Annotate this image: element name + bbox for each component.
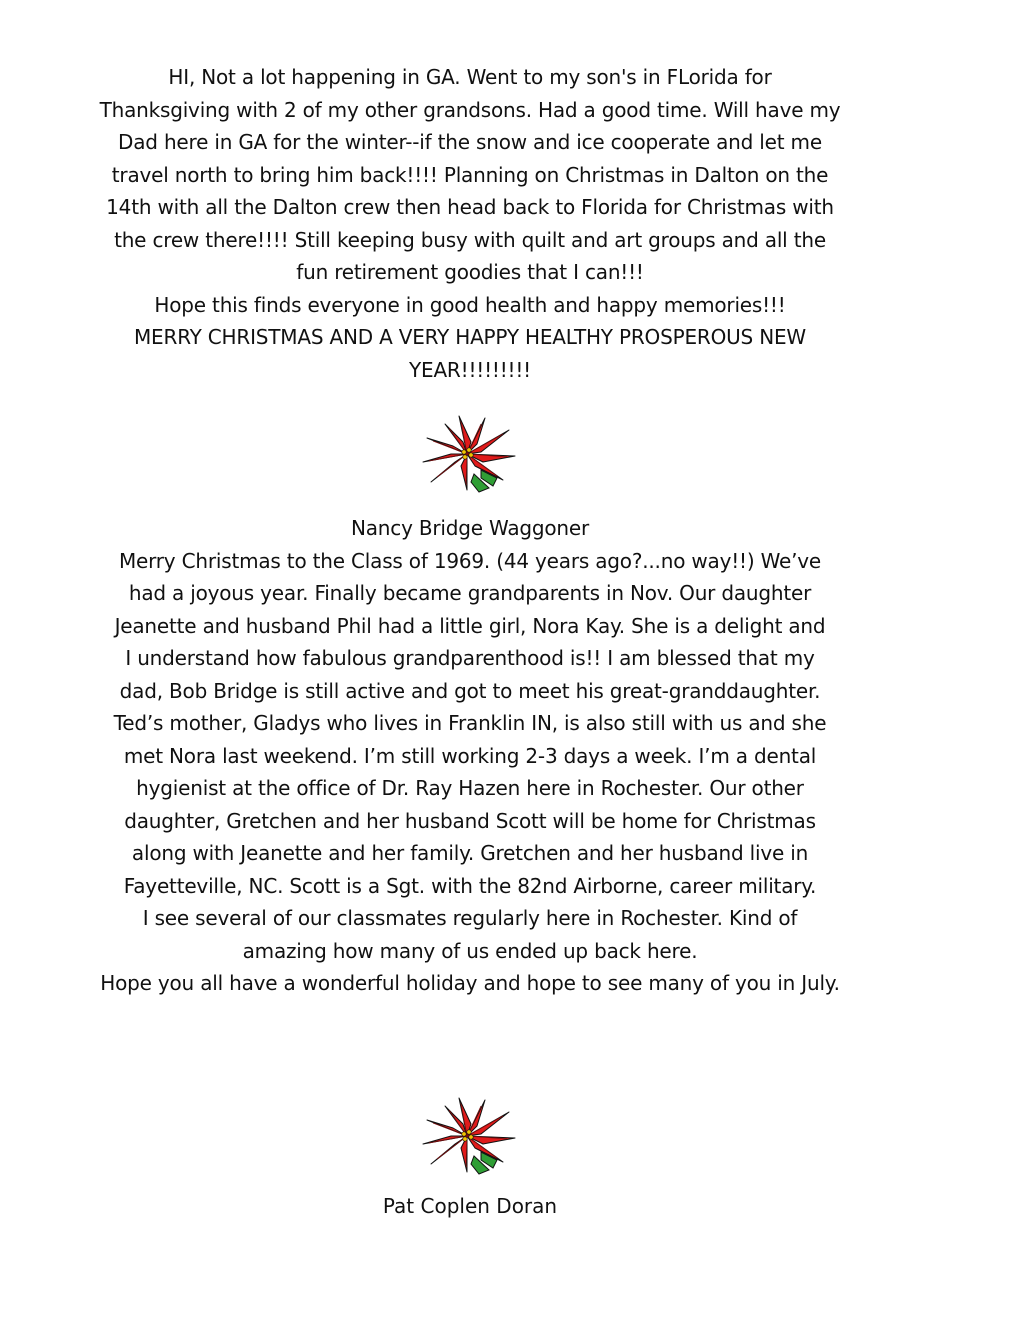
poinsettia-icon: [419, 1094, 519, 1178]
letter-one-line: Hope this finds everyone in good health and happy memories!!!: [154, 292, 786, 317]
letter-two-line: daughter, Gretchen and her husband Scott will be home for Christmas: [124, 808, 816, 833]
letter-one-line: 14th with all the Dalton crew then head back to Florida for Christmas with: [106, 195, 834, 219]
letter-one-line: fun retirement goodies that I can!!!: [296, 260, 644, 284]
letter-two-line: dad, Bob Bridge is still active and got to meet his great-granddaughter.: [119, 678, 821, 703]
letter-two-line: Fayetteville, NC. Scott is a Sgt. with the 82nd Airborne, career military.: [123, 873, 817, 898]
letter-two-line: along with Jeanette and her family. Gretchen and her husband live in: [131, 841, 809, 865]
letter-three-signature: Pat Coplen Doran: [382, 1194, 558, 1218]
letter-one-line: MERRY CHRISTMAS AND A VERY HAPPY HEALTHY PROSPEROUS NEW: [134, 325, 806, 349]
letter-two-line: I understand how fabulous grandparenthood is!! I am blessed that my: [125, 646, 815, 670]
poinsettia-icon: [419, 412, 519, 496]
letter-one-line: Dad here in GA for the winter--if the snow and ice cooperate and let me: [118, 130, 822, 154]
letter-two-line: met Nora last weekend. I’m still working 2-3 days a week. I’m a dental: [123, 743, 817, 768]
letter-two-line: Hope you all have a wonderful holiday and hope to see many of you in July.: [100, 971, 840, 995]
letter-two: [40, 512, 900, 1000]
letter-two-line: Jeanette and husband Phil had a little girl, Nora Kay. She is a delight and: [114, 613, 826, 638]
letter-one: [40, 61, 900, 386]
letter-two-line: Merry Christmas to the Class of 1969. (44 years ago?...no way!!) We’ve: [118, 548, 822, 573]
letter-two-line: Ted’s mother, Gladys who lives in Franklin IN, is also still with us and she: [113, 711, 827, 735]
letter-one-line: YEAR!!!!!!!!!: [409, 357, 531, 382]
letter-one-line: HI, Not a lot happening in GA. Went to my son's in FLorida for: [168, 65, 772, 89]
letter-two-line: amazing how many of us ended up back here.: [242, 938, 698, 963]
letter-two-line: hygienist at the office of Dr. Ray Hazen here in Rochester. Our other: [136, 776, 804, 800]
letter-one-line: Thanksgiving with 2 of my other grandsons. Had a good time. Will have my: [99, 97, 841, 122]
letter-one-line: the crew there!!!! Still keeping busy with quilt and art groups and all the: [114, 227, 826, 252]
letter-one-line: travel north to bring him back!!!! Planning on Christmas in Dalton on the: [111, 162, 829, 187]
letter-one-signature: Nancy Bridge Waggoner: [350, 516, 590, 540]
letter-two-line: had a joyous year. Finally became grandparents in Nov. Our daughter: [128, 581, 812, 605]
letter-two-line: I see several of our classmates regularly here in Rochester. Kind of: [142, 906, 798, 930]
